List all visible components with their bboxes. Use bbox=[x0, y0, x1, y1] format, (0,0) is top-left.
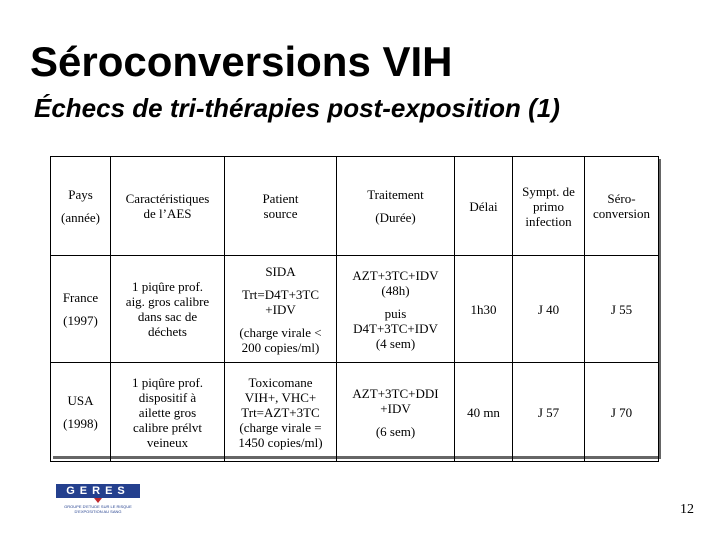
caracteristiques-value: 1 piqûre prof. aig. gros calibre dans sac de déchets bbox=[125, 279, 210, 339]
cell-sero bbox=[585, 256, 659, 363]
logo-tagline-line-2: D'EXPOSITION AU SANG bbox=[74, 509, 122, 514]
table-row bbox=[51, 256, 659, 363]
cell-sero bbox=[585, 363, 659, 462]
caracteristiques-value: 1 piqûre prof. dispositif à ailette gros calibre prélvt veineux bbox=[131, 374, 204, 450]
slide-subtitle: Échecs de tri-thérapies post-exposition (1) bbox=[34, 93, 560, 123]
pays-value: France bbox=[62, 290, 99, 305]
table-row bbox=[51, 363, 659, 462]
cell-pays bbox=[51, 256, 111, 363]
logo-tagline-line-1: GROUPE D'ETUDE SUR LE RISQUE bbox=[64, 504, 132, 509]
header-caracteristiques bbox=[111, 157, 225, 256]
header-traitement-label: Traitement bbox=[367, 187, 424, 202]
cases-table bbox=[50, 156, 659, 462]
cell-patient bbox=[225, 363, 337, 462]
patient-line-1: SIDA bbox=[265, 263, 296, 279]
cell-sympt bbox=[513, 256, 585, 363]
geres-logo bbox=[56, 484, 140, 516]
cell-caracteristiques bbox=[111, 363, 225, 462]
delai-value: 40 mn bbox=[467, 404, 500, 420]
header-sympt-label: Sympt. de primo infection bbox=[522, 183, 575, 229]
sympt-value: J 40 bbox=[537, 301, 560, 317]
traitement-line-1: AZT+3TC+IDV (48h) bbox=[352, 267, 439, 298]
cell-sympt bbox=[513, 363, 585, 462]
header-annee-label: (année) bbox=[61, 210, 100, 225]
patient-line-1: Toxicomane VIH+, VHC+ Trt=AZT+3TC (charge virale = 1450 copies/ml) bbox=[238, 374, 323, 450]
header-pays-label: Pays bbox=[68, 187, 93, 202]
cell-patient bbox=[225, 256, 337, 363]
traitement-line-2: puis D4T+3TC+IDV (4 sem) bbox=[353, 305, 438, 351]
cell-pays bbox=[51, 363, 111, 462]
cell-delai bbox=[455, 256, 513, 363]
sero-value: J 55 bbox=[610, 301, 633, 317]
cell-traitement bbox=[337, 256, 455, 363]
logo-triangle-icon bbox=[94, 498, 102, 503]
sero-value: J 70 bbox=[610, 404, 633, 420]
header-duree-label: (Durée) bbox=[375, 210, 416, 225]
annee-value: (1998) bbox=[63, 416, 98, 431]
cell-traitement bbox=[337, 363, 455, 462]
cell-delai bbox=[455, 363, 513, 462]
delai-value: 1h30 bbox=[470, 301, 497, 317]
page-number: 12 bbox=[680, 502, 694, 517]
header-traitement bbox=[337, 157, 455, 256]
logo-tagline bbox=[56, 504, 140, 514]
cases-table-container bbox=[50, 156, 658, 456]
pays-value: USA bbox=[67, 393, 94, 408]
table-header-row bbox=[51, 157, 659, 256]
patient-line-3: (charge virale < 200 copies/ml) bbox=[239, 324, 322, 355]
patient-line-2: Trt=D4T+3TC +IDV bbox=[241, 286, 320, 317]
header-delai-label: Délai bbox=[469, 198, 498, 214]
header-caracteristiques-label: Caractéristiques de l’AES bbox=[125, 191, 210, 221]
sympt-value: J 57 bbox=[537, 404, 560, 420]
header-patient bbox=[225, 157, 337, 256]
header-sero-label: Séro- conversion bbox=[592, 191, 651, 221]
header-patient-label: Patient source bbox=[262, 191, 299, 221]
traitement-line-2: (6 sem) bbox=[375, 423, 416, 439]
traitement-line-1: AZT+3TC+DDI +IDV bbox=[352, 385, 439, 416]
header-delai bbox=[455, 157, 513, 256]
header-sympt bbox=[513, 157, 585, 256]
annee-value: (1997) bbox=[63, 313, 98, 328]
slide-title: Séroconversions VIH bbox=[30, 38, 453, 85]
logo-wordmark: GERES bbox=[56, 484, 140, 498]
header-sero bbox=[585, 157, 659, 256]
cell-caracteristiques bbox=[111, 256, 225, 363]
header-pays bbox=[51, 157, 111, 256]
